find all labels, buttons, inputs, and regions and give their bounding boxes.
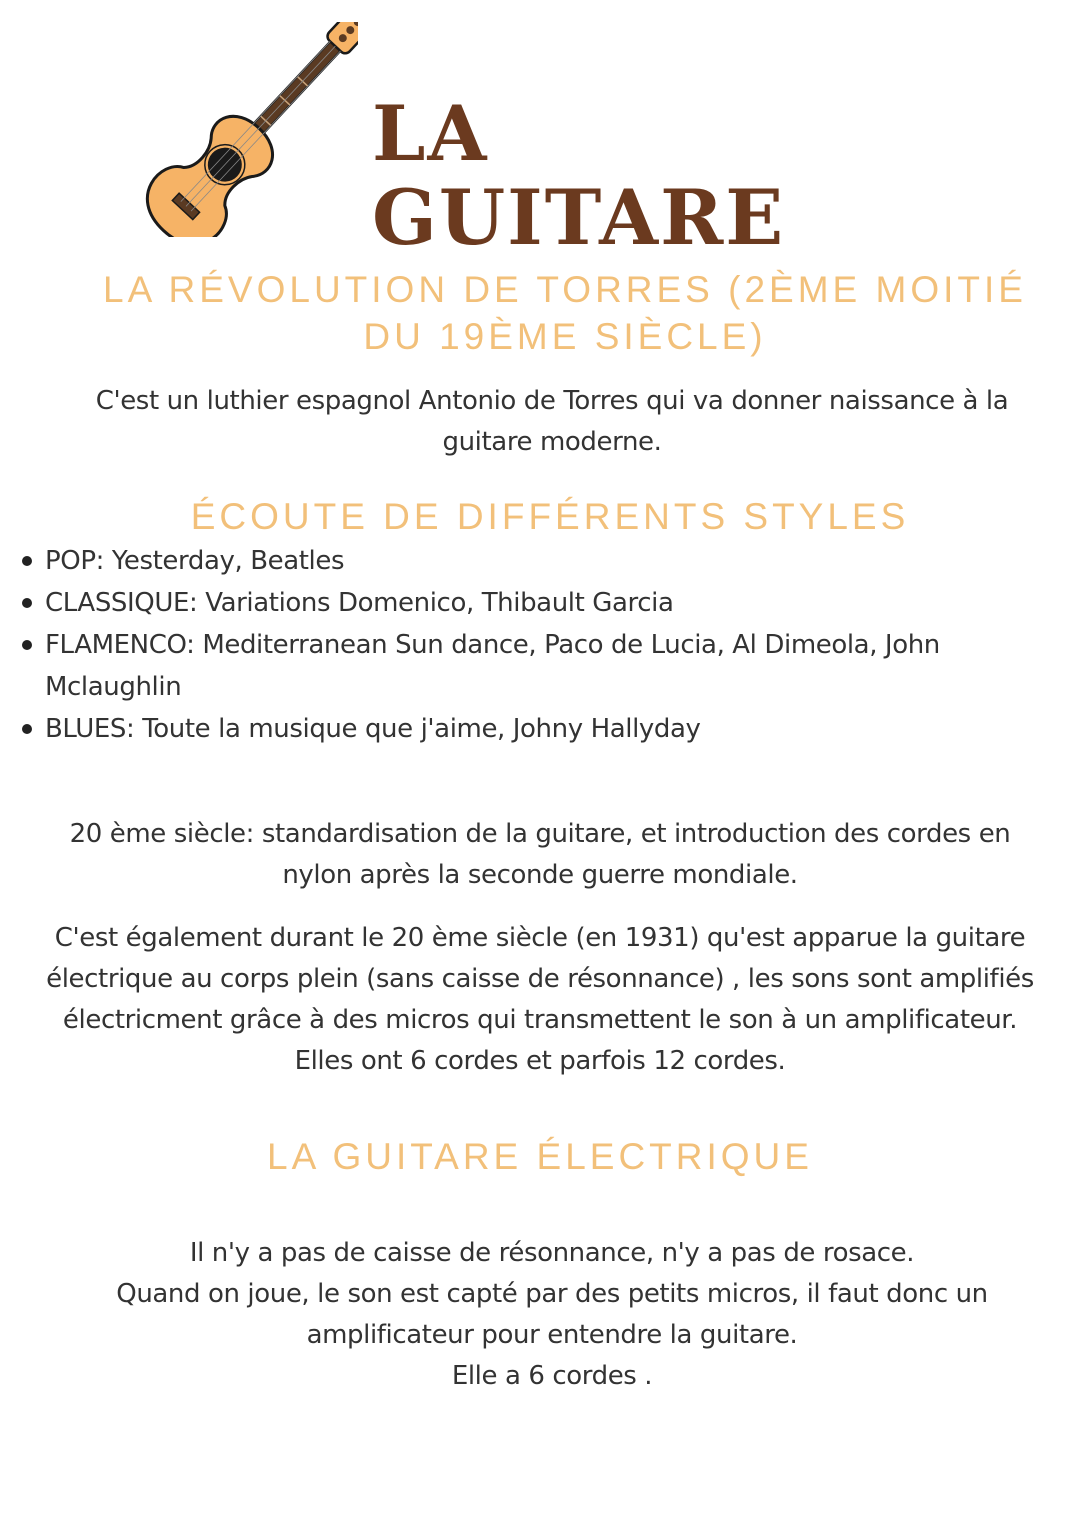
page-title: LA GUITARE: [372, 89, 786, 262]
paragraph-electric-intro: C'est également durant le 20 ème siècle (en 1931) qu'est apparue la guitare électrique au corps plein (sans caisse de résonnance) , les sons sont amplifiés électricment grâce à des micros qui transmettent le son à un amplificateur. Elles ont 6 cordes et parfois 12 cordes.: [46, 923, 1034, 1076]
list-item: FLAMENCO: Mediterranean Sun dance, Paco de Lucia, Al Dimeola, John Mclaughlin: [0, 624, 1040, 708]
list-item: POP: Yesterday, Beatles: [0, 540, 1040, 582]
text-line: Il n'y a pas de caisse de résonnance, n'y a pas de rosace.: [189, 1238, 915, 1268]
section-heading-styles: ÉCOUTE DE DIFFÉRENTS STYLES: [190, 496, 910, 537]
paragraph-torres: C'est un luthier espagnol Antonio de Torres qui va donner naissance à la guitare moderne.: [95, 386, 1009, 457]
list-item: CLASSIQUE: Variations Domenico, Thibault Garcia: [0, 582, 1040, 624]
section-heading-electric: LA GUITARE ÉLECTRIQUE: [267, 1136, 813, 1177]
paragraph-20th-century: 20 ème siècle: standardisation de la guitare, et introduction des cordes en nylon après la seconde guerre mondiale.: [69, 819, 1011, 890]
paragraph-electric: [60, 1233, 1044, 1397]
text-line: Quand on joue, le son est capté par des petits micros, il faut donc un amplificateur pour entendre la guitare.: [116, 1279, 988, 1350]
section-heading-torres: LA RÉVOLUTION DE TORRES (2ÈME MOITIÉ DU 19ÈME SIÈCLE): [103, 269, 1027, 357]
styles-list: [0, 540, 1040, 750]
guitar-icon: [128, 22, 358, 237]
text-line: Elle a 6 cordes .: [451, 1361, 653, 1391]
list-item: BLUES: Toute la musique que j'aime, Johny Hallyday: [0, 708, 1040, 750]
